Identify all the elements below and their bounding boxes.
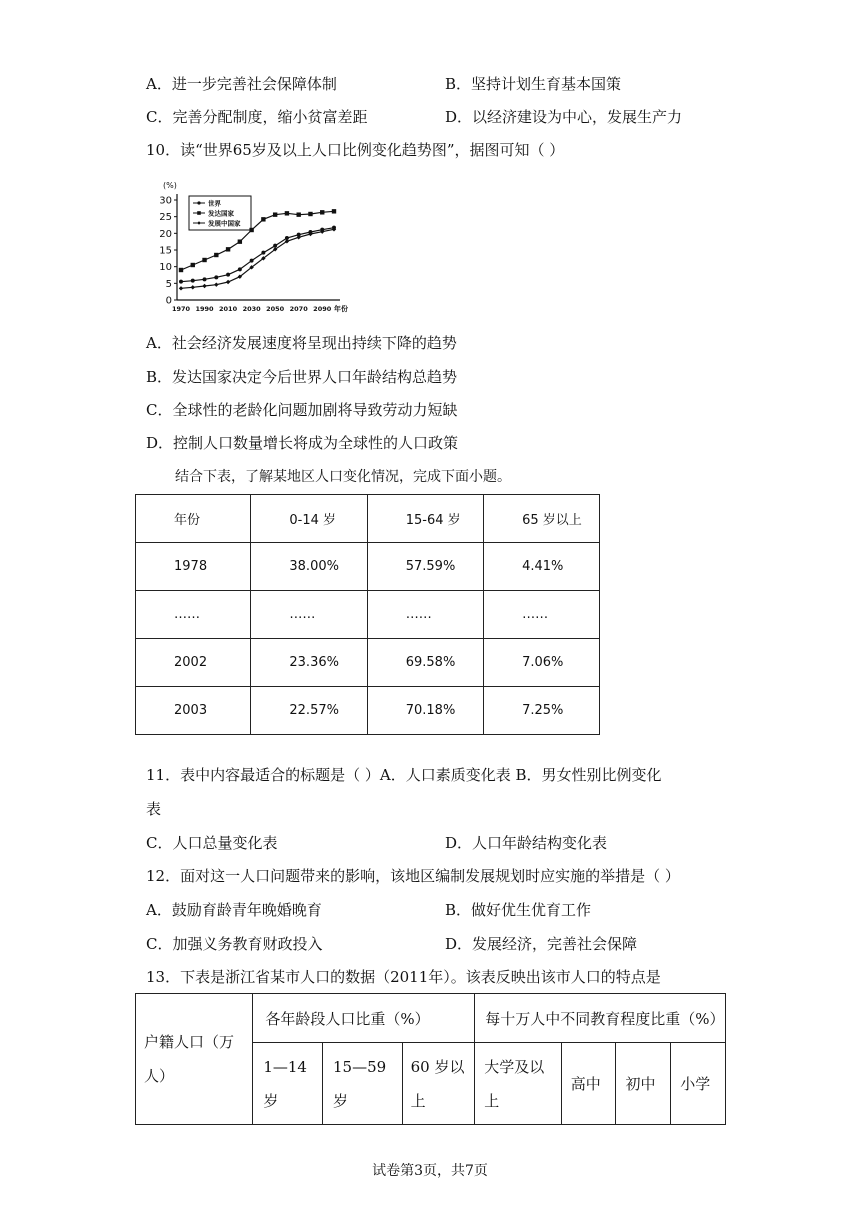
table-subheader: 高中 [561, 1043, 616, 1125]
y-tick-label: 0 [165, 295, 172, 307]
data-point [250, 259, 254, 263]
data-point [191, 279, 195, 283]
data-point [214, 282, 218, 286]
data-point [273, 212, 277, 216]
y-tick-label: 20 [159, 228, 172, 240]
q12-option-a: A．鼓励育龄青年晚婚晚育 [146, 901, 322, 919]
table-cell: 69.58% [367, 639, 483, 687]
q10-option-d: D．控制人口数量增长将成为全球性的人口政策 [146, 434, 459, 452]
q9-option-b: B．坚持计划生育基本国策 [445, 75, 622, 93]
q11-option-c: C．人口总量变化表 [146, 834, 278, 852]
table-subheader-text: 1—14 [263, 1057, 307, 1076]
data-point [202, 284, 206, 288]
table-cell: …… [136, 591, 251, 639]
y-tick-label: 5 [165, 278, 172, 290]
data-point [214, 275, 218, 279]
data-point [179, 268, 183, 272]
table-intro: 结合下表，了解某地区人口变化情况，完成下面小题。 [175, 469, 511, 485]
table-cell: …… [484, 591, 600, 639]
series-line [181, 228, 334, 282]
population-age-table [135, 494, 600, 735]
table-header-household [136, 994, 253, 1125]
table-cell: 57.59% [367, 543, 483, 591]
table-header-row [136, 994, 726, 1043]
table-subheader [402, 1043, 475, 1125]
table-subheader-text: 15—59 [333, 1057, 387, 1076]
y-tick-label: 25 [159, 212, 172, 224]
q11-stem-line1: 11．表中内容最适合的标题是（ ）A．人口素质变化表 B．男女性别比例变化 [146, 766, 662, 784]
city-population-table [135, 993, 726, 1125]
table-header-education: 每十万人中不同教育程度比重（%） [475, 994, 726, 1043]
data-point [273, 244, 277, 248]
table-subheader-text: 大学及以 [484, 1057, 545, 1076]
table-subheader-text: 上 [484, 1091, 500, 1110]
y-tick-label: 30 [159, 195, 172, 207]
data-point [203, 277, 207, 281]
table-cell: …… [367, 591, 483, 639]
table-cell: 38.00% [251, 543, 367, 591]
table-subheader [323, 1043, 403, 1125]
table-cell: …… [251, 591, 367, 639]
q9-option-a: A．进一步完善社会保障体制 [146, 75, 337, 93]
q11-stem-line2: 表 [146, 800, 162, 818]
table-header: 65 岁以上 [484, 495, 600, 543]
q12-option-d: D．发展经济，完善社会保障 [445, 935, 638, 953]
table-header: 年份 [136, 495, 251, 543]
table-header-row [136, 495, 600, 543]
x-tick-label: 2090 [313, 305, 332, 313]
q10-option-b: B．发达国家决定今后世界人口年龄结构总趋势 [146, 368, 458, 386]
x-tick-label: 2050 [266, 305, 285, 313]
table-cell: 1978 [136, 543, 251, 591]
q12-stem: 12．面对这一人口问题带来的影响，该地区编制发展规划时应实施的举措是（ ） [146, 867, 680, 885]
data-point [226, 280, 230, 284]
x-tick-label: 1970 [171, 305, 191, 313]
data-point [332, 209, 336, 213]
data-point [238, 239, 242, 243]
q12-option-c: C．加强义务教育财政投入 [146, 935, 323, 953]
table-cell: 7.06% [484, 639, 600, 687]
x-tick-label: 1990 [195, 305, 214, 313]
y-tick-label: 10 [159, 262, 172, 274]
data-point [261, 217, 265, 221]
q13-stem: 13．下表是浙江省某市人口的数据（2011年）。该表反映出该市人口的特点是 [146, 968, 661, 986]
x-tick-label: 2010 [219, 305, 238, 313]
x-axis-label: 年份 [334, 305, 348, 313]
table-subheader: 初中 [616, 1043, 671, 1125]
data-point [179, 286, 183, 290]
population-aging-chart [155, 176, 355, 320]
table-subheader: 小学 [671, 1043, 726, 1125]
table-header-text: 人） [144, 1067, 175, 1085]
table-subheader-text: 岁 [263, 1091, 279, 1110]
table-row [136, 687, 600, 735]
data-point [214, 253, 218, 257]
data-point [202, 258, 206, 262]
data-point [296, 212, 300, 216]
y-axis-label: (%) [163, 181, 177, 190]
table-subheader-text: 60 岁以 [410, 1057, 465, 1076]
data-point [179, 280, 183, 284]
legend-label: 发达国家 [208, 209, 234, 218]
page-footer: 试卷第3页，共7页 [372, 1163, 488, 1179]
x-tick-label: 2070 [289, 305, 308, 313]
data-point [191, 263, 195, 267]
data-point [261, 251, 265, 255]
table-row [136, 543, 600, 591]
table-header-age-groups: 各年龄段人口比重（%） [253, 994, 475, 1043]
table-cell: 2003 [136, 687, 251, 735]
table-subheader [475, 1043, 561, 1125]
table-header-text: 户籍人口（万 [144, 1033, 235, 1051]
y-tick-label: 15 [159, 245, 172, 257]
data-point [238, 267, 242, 271]
table-header: 0-14 岁 [251, 495, 367, 543]
legend-label: 发展中国家 [208, 219, 241, 228]
table-subheader [253, 1043, 323, 1125]
table-subheader-text: 岁 [333, 1091, 349, 1110]
chart-svg [155, 176, 355, 316]
legend-label: 世界 [208, 199, 221, 208]
q9-option-c: C．完善分配制度，缩小贫富差距 [146, 108, 368, 126]
data-point [197, 201, 200, 204]
data-point [249, 228, 253, 232]
q10-option-c: C．全球性的老龄化问题加剧将导致劳动力短缺 [146, 401, 458, 419]
table-row [136, 639, 600, 687]
table-subheader-text: 上 [410, 1091, 426, 1110]
table-cell: 2002 [136, 639, 251, 687]
data-point [320, 210, 324, 214]
q10-stem: 10．读“世界65岁及以上人口比例变化趋势图”，据图可知（ ） [146, 141, 565, 159]
q10-option-a: A．社会经济发展速度将呈现出持续下降的趋势 [146, 334, 457, 352]
q11-option-d: D．人口年龄结构变化表 [445, 834, 608, 852]
data-point [197, 211, 201, 215]
table-header: 15-64 岁 [367, 495, 483, 543]
table-row [136, 591, 600, 639]
x-tick-label: 2030 [242, 305, 261, 313]
data-point [308, 212, 312, 216]
q12-option-b: B．做好优生优育工作 [445, 901, 592, 919]
data-point [285, 211, 289, 215]
q9-option-d: D．以经济建设为中心，发展生产力 [445, 108, 683, 126]
data-point [226, 247, 230, 251]
table-cell: 23.36% [251, 639, 367, 687]
table-cell: 70.18% [367, 687, 483, 735]
table-cell: 22.57% [251, 687, 367, 735]
table-cell: 7.25% [484, 687, 600, 735]
data-point [191, 285, 195, 289]
data-point [226, 273, 230, 277]
table-cell: 4.41% [484, 543, 600, 591]
